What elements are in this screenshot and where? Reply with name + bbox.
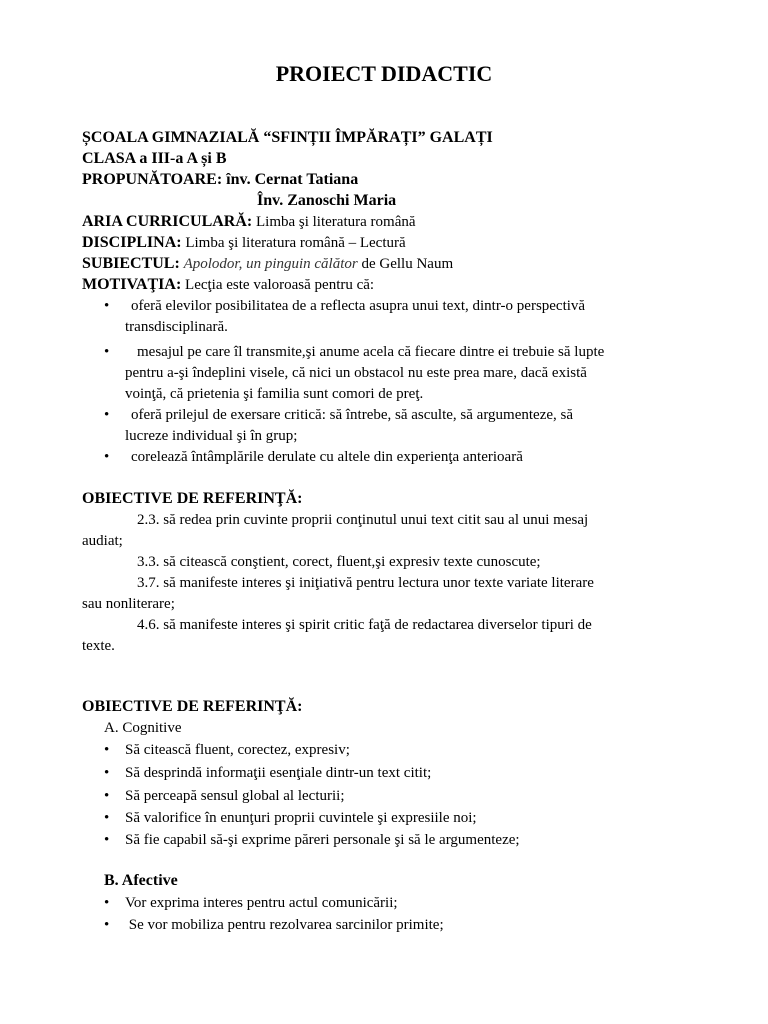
school-name: ȘCOALA GIMNAZIALĂ “SFINȚII ÎMPĂRAȚI” GALAȚI xyxy=(82,129,493,146)
motivatia-value: Lecţia este valoroasă pentru că: xyxy=(185,277,375,293)
obiectiv-3-3-line1: 3.3. să citească conştient, corect, fluent,şi expresiv texte cunoscute; xyxy=(137,554,541,570)
obiectiv-2-3-line2: audiat; xyxy=(82,533,123,549)
aria-label: ARIA CURRICULARĂ: xyxy=(82,213,253,230)
disciplina-label: DISCIPLINA: xyxy=(82,234,182,251)
motivation-item-1-line1: oferă elevilor posibilitatea de a reflecta asupra unui text, dintr-o perspectivă xyxy=(131,298,586,314)
proposer-1: înv. Cernat Tatiana xyxy=(226,171,359,188)
proposers-label: PROPUNĂTOARE: xyxy=(82,171,223,188)
section-heading-obiective-2: OBIECTIVE DE REFERINŢĂ: xyxy=(82,698,303,715)
obiectiv-2-3-line1: 2.3. să redea prin cuvinte proprii conţinutul unui text citit sau al unui mesaj xyxy=(137,512,589,528)
cognitive-item-2: Să desprindă informaţii esenţiale dintr-un text citit; xyxy=(125,765,432,781)
bullet-dot: • xyxy=(104,742,110,758)
motivatia-label: MOTIVAŢIA: xyxy=(82,276,182,293)
bullet-dot: • xyxy=(104,765,110,781)
aria-line xyxy=(82,212,416,232)
proposers-line xyxy=(82,170,358,190)
obiectiv-3-7-line1: 3.7. să manifeste interes şi iniţiativă pentru lectura unor texte variate literare xyxy=(137,575,594,591)
motivation-item-4-line1: corelează întâmplările derulate cu altele din experienţa anterioară xyxy=(131,449,523,465)
obiectiv-3-7-line2: sau nonliterare; xyxy=(82,596,175,612)
motivation-item-3-line2: lucreze individual şi în grup; xyxy=(125,428,298,444)
motivation-item-3-line1: oferă prilejul de exersare critică: să întrebe, să asculte, să argumenteze, să xyxy=(131,407,574,423)
motivatia-line xyxy=(82,275,374,295)
bullet-dot: • xyxy=(104,298,110,314)
bullet-dot: • xyxy=(104,917,110,933)
proposer-2: Înv. Zanoschi Maria xyxy=(257,192,397,209)
bullet-dot: • xyxy=(104,788,110,804)
disciplina-value: Limba şi literatura română – Lectură xyxy=(185,235,406,251)
subiect-line xyxy=(82,254,453,274)
subsection-cognitive: A. Cognitive xyxy=(104,720,182,736)
motivation-item-2-line3: voinţă, că prietenia şi familia sunt comori de preţ. xyxy=(125,386,424,402)
bullet-dot: • xyxy=(104,407,110,423)
bullet-dot: • xyxy=(104,895,110,911)
subiect-title: Apolodor, un pinguin călător xyxy=(183,256,358,272)
motivation-item-1-line2: transdisciplinară. xyxy=(125,319,228,335)
bullet-dot: • xyxy=(104,449,110,465)
subiect-author: de Gellu Naum xyxy=(361,256,454,272)
section-heading-obiective-1: OBIECTIVE DE REFERINŢĂ: xyxy=(82,490,303,507)
afective-item-2: Se vor mobiliza pentru rezolvarea sarcinilor primite; xyxy=(125,917,444,933)
motivation-item-2-line1: mesajul pe care îl transmite,şi anume acela că fiecare dintre ei trebuie să lupte xyxy=(137,344,605,360)
bullet-dot: • xyxy=(104,344,110,360)
cognitive-item-5: Să fie capabil să-şi exprime păreri personale şi să le argumenteze; xyxy=(125,832,520,848)
cognitive-item-1: Să citească fluent, corectez, expresiv; xyxy=(125,742,350,758)
bullet-dot: • xyxy=(104,810,110,826)
aria-value: Limba şi literatura română xyxy=(255,214,416,230)
disciplina-line xyxy=(82,233,406,253)
cognitive-item-4: Să valorifice în enunţuri proprii cuvintele şi expresiile noi; xyxy=(125,810,477,826)
afective-item-1: Vor exprima interes pentru actul comunicării; xyxy=(125,895,398,911)
bullet-dot: • xyxy=(104,832,110,848)
subiect-label: SUBIECTUL: xyxy=(82,255,180,272)
subsection-afective: B. Afective xyxy=(104,872,178,889)
cognitive-item-3: Să perceapă sensul global al lecturii; xyxy=(125,788,345,804)
obiectiv-4-6-line2: texte. xyxy=(82,638,115,654)
page-title: PROIECT DIDACTIC xyxy=(275,61,493,86)
obiectiv-4-6-line1: 4.6. să manifeste interes şi spirit critic faţă de redactarea diverselor tipuri de xyxy=(137,617,592,633)
motivation-item-2-line2: pentru a-şi îndeplini visele, că nici un obstacol nu este prea mare, dacă există xyxy=(125,365,587,381)
class-line: CLASA a III-a A și B xyxy=(82,150,227,167)
